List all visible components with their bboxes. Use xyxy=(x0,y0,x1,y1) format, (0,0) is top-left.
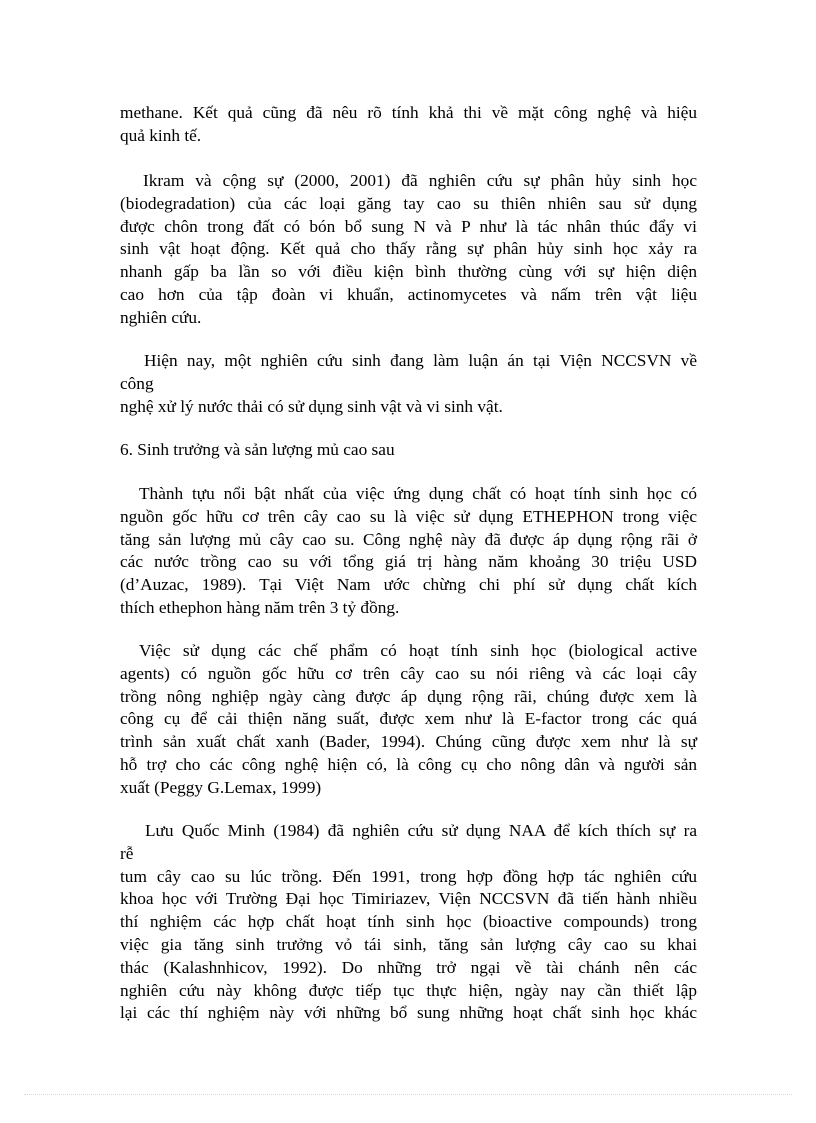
text-line: trình sản xuất chất xanh (Bader, 1994). Chúng cũng được xem như là sự xyxy=(120,732,697,752)
text-line: thích ethephon hàng năm trên 3 tỷ đồng. xyxy=(120,597,400,617)
paragraph-methane-result xyxy=(120,102,697,148)
text-line: nghiên cứu này không được tiếp tục thực hiện, ngày nay cần thiết lập xyxy=(120,980,697,1000)
text-line: lại các thí nghiệm này với những bổ sung những hoạt chất sinh học khác xyxy=(120,1003,697,1023)
text-line: rễ xyxy=(120,843,134,863)
text-line: hỗ trợ cho các công nghệ hiện có, là công cụ cho nông dân và người sản xyxy=(120,754,697,774)
text-line: tum cây cao su lúc trồng. Đến 1991, trong hợp đồng hợp tác nghiên cứu xyxy=(120,866,697,886)
text-line: Lưu Quốc Minh (1984) đã nghiên cứu sử dụng NAA để kích thích sự ra xyxy=(145,821,697,840)
text-line: xuất (Peggy G.Lemax, 1999) xyxy=(120,777,322,797)
text-line: Ikram và cộng sự (2000, 2001) đã nghiên cứu sự phân hủy sinh học xyxy=(143,171,697,190)
text-line: (d’Auzac, 1989). Tại Việt Nam ước chừng chi phí sử dụng chất kích xyxy=(120,575,697,595)
section-heading-text: 6. Sinh trưởng và sản lượng mủ cao sau xyxy=(120,440,395,459)
text-line: sinh vật hoạt động. Kết quả cho thấy rằng sự phân hủy sinh học xảy ra xyxy=(120,239,697,259)
text-line: nghiên cứu. xyxy=(120,307,202,327)
text-line: agents) có nguồn gốc hữu cơ trên cây cao su nói riêng và các loại cây xyxy=(120,663,697,683)
text-line: thí nghiệm các hợp chất hoạt tính sinh học (bioactive compounds) trong xyxy=(120,912,697,932)
text-line: cao hơn của tập đoàn vi khuẩn, actinomycetes và nấm trên vật liệu xyxy=(120,284,697,304)
text-line: nghệ xử lý nước thải có sử dụng sinh vật và vi sinh vật. xyxy=(120,396,503,416)
text-line: được chôn trong đất có bón bổ sung N và P như là tác nhân thúc đẩy vi xyxy=(120,216,697,236)
paragraph-ikram-study xyxy=(120,170,697,330)
text-line: khoa học với Trường Đại học Timiriazev, Viện NCCSVN đã tiến hành nhiều xyxy=(120,889,697,909)
text-line: nguồn gốc hữu cơ trên cây cao su là việc sử dụng ETHEPHON trong việc xyxy=(120,506,697,526)
paragraph-current-research xyxy=(120,350,697,418)
text-line: (biodegradation) của các loại găng tay cao su thiên nhiên sau sử dụng xyxy=(120,193,697,213)
text-line: thác (Kalashnhicov, 1992). Do những trở ngại về tài chánh nên các xyxy=(120,957,697,977)
text-line: công cụ để cải thiện năng suất, được xem như là E-factor trong các quá xyxy=(120,709,697,729)
section-heading xyxy=(120,439,697,462)
page-bottom-divider xyxy=(24,1094,792,1095)
text-line: methane. Kết quả cũng đã nêu rõ tính khả thi về mặt công nghệ và hiệu xyxy=(120,103,697,122)
text-line: nhanh gấp ba lần so với điều kiện bình thường cùng với sự hiện diện xyxy=(120,262,697,282)
text-line: công xyxy=(120,373,154,393)
paragraph-ethephon xyxy=(120,483,697,620)
text-line: Việc sử dụng các chế phẩm có hoạt tính sinh học (biological active xyxy=(139,641,697,660)
text-line: trồng nông nghiệp ngày càng được áp dụng rộng rãi, chúng được xem là xyxy=(120,686,697,706)
text-line: các nước trồng cao su với tổng giá trị hàng năm khoảng 30 triệu USD xyxy=(120,552,697,572)
text-line: Hiện nay, một nghiên cứu sinh đang làm luận án tại Viện NCCSVN về xyxy=(144,351,697,370)
text-line: tăng sản lượng mủ cây cao su. Công nghệ này đã được áp dụng rộng rãi ở xyxy=(120,529,697,549)
paragraph-biological-agents xyxy=(120,640,697,800)
text-line: quả kinh tế. xyxy=(120,125,202,145)
paragraph-luu-quoc-minh xyxy=(120,820,697,1025)
text-line: Thành tựu nổi bật nhất của việc ứng dụng chất có hoạt tính sinh học có xyxy=(139,484,697,503)
text-line: việc gia tăng sinh trưởng vỏ tái sinh, tăng sản lượng cây cao su khai xyxy=(120,934,697,954)
